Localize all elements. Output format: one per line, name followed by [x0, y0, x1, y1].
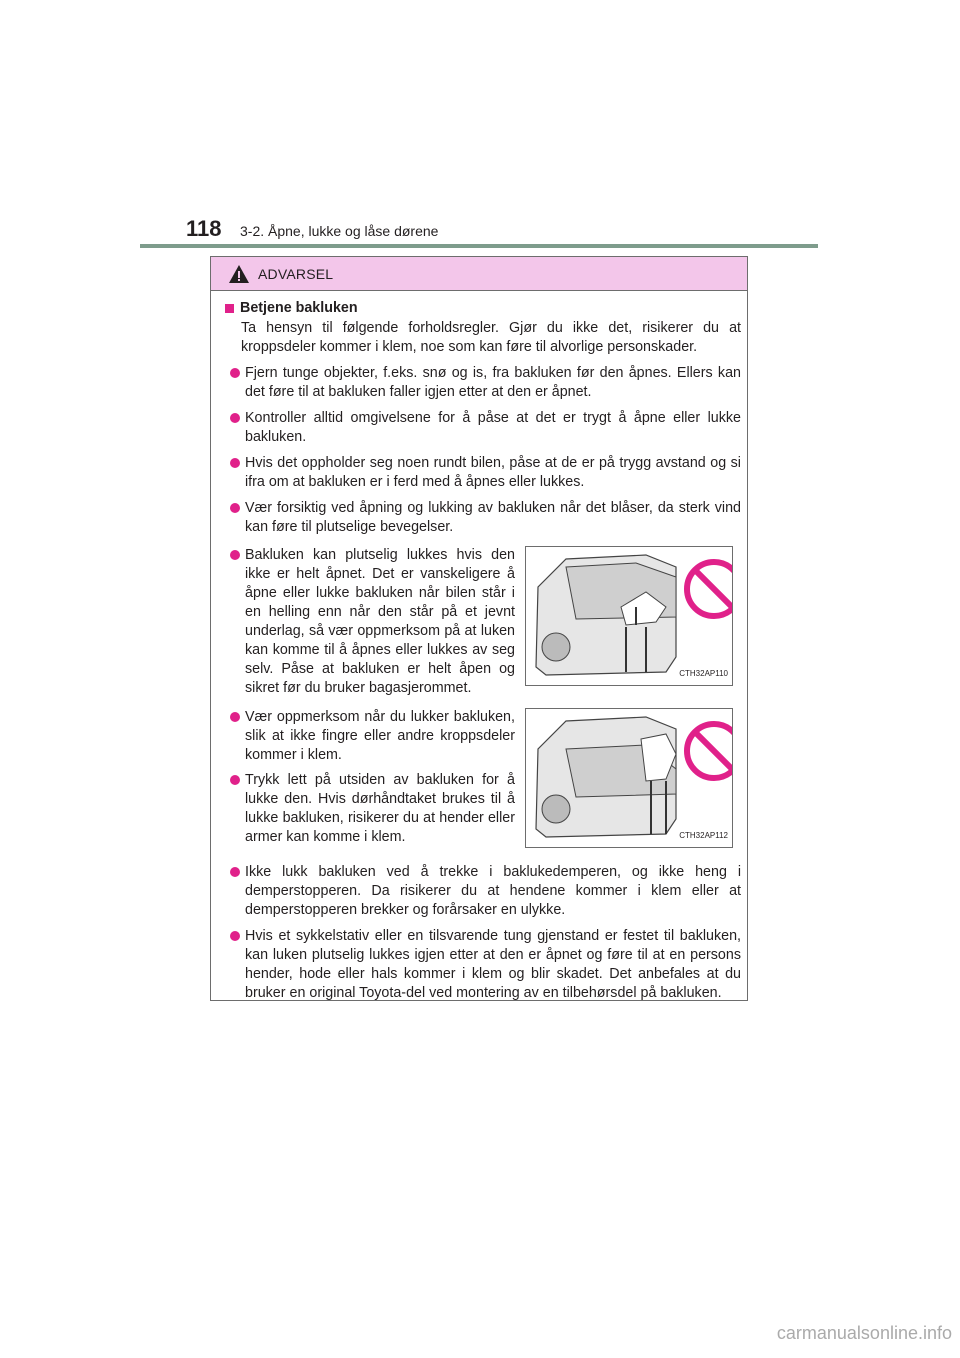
- list-item: [227, 499, 741, 537]
- warning-triangle-icon: [228, 264, 250, 284]
- illustration-car-open-tailgate: [525, 546, 733, 686]
- figure-row-2: [225, 708, 741, 853]
- intro-paragraph: Ta hensyn til følgende forholdsregler. Gjør du ikke det, risikerer du at kroppsdeler kommer i klem, noe som kan føre til alvorlige personskader.: [241, 320, 741, 355]
- list-item-text: Kontroller alltid omgivelsene for å påse at det er trygt å åpne eller lukke bakluken.: [245, 410, 741, 445]
- bullet-icon: [230, 368, 240, 378]
- list-item-text: Fjern tunge objekter, f.eks. snø og is, fra bakluken før den åpnes. Ellers kan det føre til at bakluken faller igjen etter at den er åpnet.: [245, 365, 741, 400]
- bullet-icon: [230, 413, 240, 423]
- heading-text: Betjene bakluken: [240, 300, 358, 316]
- list-item-text: Hvis det oppholder seg noen rundt bilen, påse at de er på trygg avstand og si ifra om at bakluken er i ferd med å åpnes eller lukkes.: [245, 455, 741, 490]
- warning-heading: [225, 299, 741, 318]
- list-item-text: Vær forsiktig ved åpning og lukking av bakluken når det blåser, da sterk vind kan føre til plutselige bevegelser.: [245, 500, 741, 535]
- bullet-icon: [230, 503, 240, 513]
- bullet-icon: [230, 931, 240, 941]
- bullet-icon: [230, 867, 240, 877]
- list-item-text: Hvis et sykkelstativ eller en tilsvarende tung gjenstand er festet til bakluken, kan luken plutselig lukkes igjen etter at den er åpnet og føre til at en persons hender, hode eller hals kommer i klem og blir skadet. Det anbefales at du bruker en original Toyota-del ved montering av en tilbehørsdel på bakluken.: [245, 928, 741, 1001]
- list-item-text: Bakluken kan plutselig lukkes hvis den ikke er helt åpnet. Det er vanskeligere å åpne eller lukke bakluken når bilen står i en helling enn når den står på et jevnt underlag, så vær oppmerksom på at luken kan komme til å åpnes eller lukkes av seg selv. Påse at bakluken er helt åpen og sikret før du bruker bagasjerommet.: [245, 547, 515, 696]
- bullet-icon: [230, 775, 240, 785]
- warning-title: ADVARSEL: [258, 265, 334, 282]
- list-item: [227, 708, 515, 765]
- list-item-text: Vær oppmerksom når du lukker bakluken, slik at ikke fingre eller andre kroppsdeler kommer i klem.: [245, 709, 515, 763]
- list-item: [227, 364, 741, 402]
- list-item: [227, 771, 515, 847]
- list-item-text: Trykk lett på utsiden av bakluken for å lukke den. Hvis dørhåndtaket brukes til å lukke bakluken, risikerer du at hender eller armer kan komme i klem.: [245, 772, 515, 845]
- bullet-icon: [230, 458, 240, 468]
- bullet-icon: [230, 712, 240, 722]
- list-item-text: Ikke lukk bakluken ved å trekke i baklukedemperen, og ikke heng i demperstopperen. Da risikerer du at hendene kommer i klem eller at demperstopperen brekker og forårsaker en ulykke.: [245, 864, 741, 918]
- warning-content: [225, 299, 741, 1003]
- figure-code: CTH32AP110: [679, 669, 728, 678]
- square-bullet-icon: [225, 304, 234, 313]
- illustration-car-closing-tailgate: [525, 708, 733, 848]
- figure-row-1: [225, 546, 741, 704]
- page-number: 118: [186, 216, 222, 241]
- list-item: [227, 546, 515, 698]
- list-item: [227, 927, 741, 1003]
- page-header: [140, 214, 818, 248]
- section-title: 3-2. Åpne, lukke og låse dørene: [240, 223, 439, 239]
- watermark: carmanualsonline.info: [776, 1323, 952, 1343]
- warning-header: [211, 257, 747, 291]
- list-item: [227, 863, 741, 920]
- list-item: [227, 454, 741, 492]
- header-rule: [140, 244, 818, 248]
- warning-box: [210, 256, 748, 1001]
- figure-code: CTH32AP112: [679, 831, 728, 840]
- list-item: [227, 409, 741, 447]
- bullet-icon: [230, 550, 240, 560]
